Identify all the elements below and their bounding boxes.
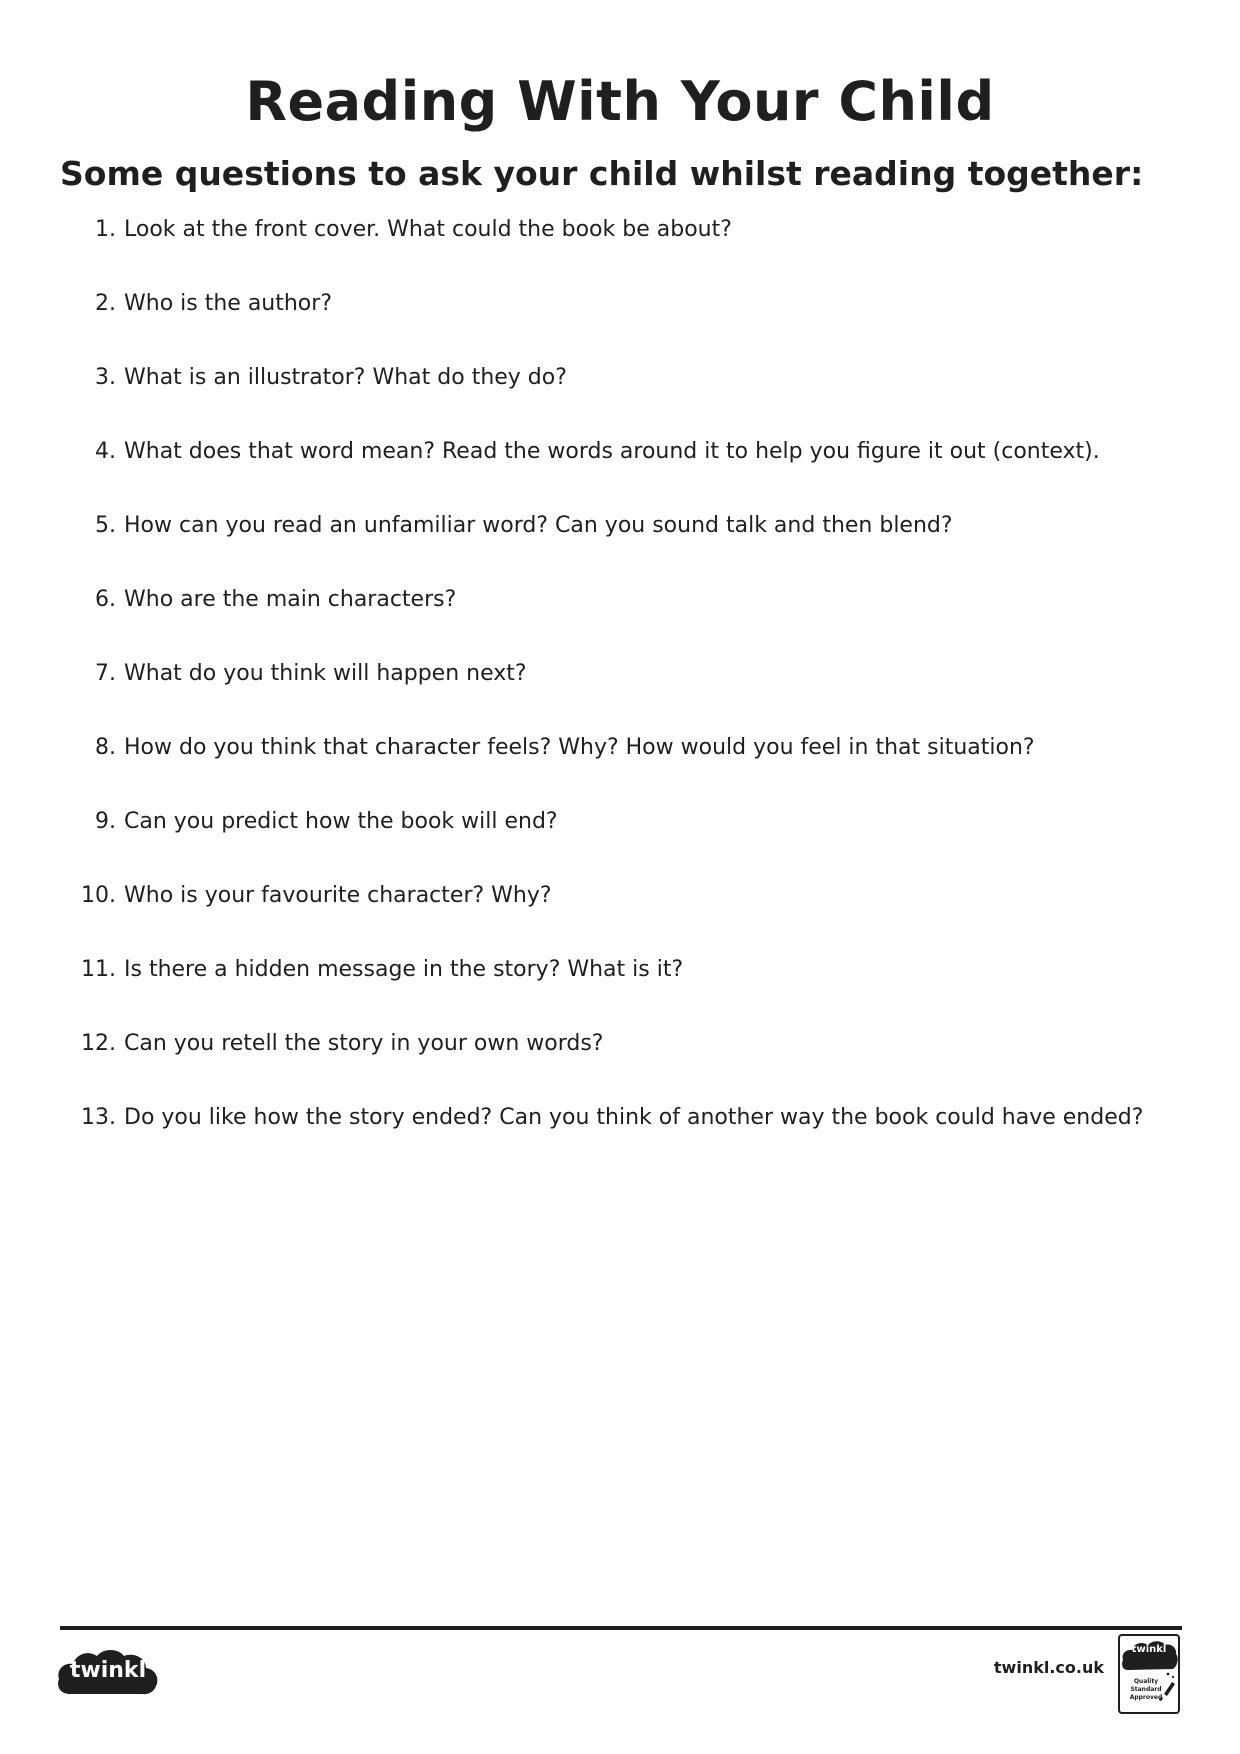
list-item: [0, 432, 1240, 506]
question-number: 4.: [95, 439, 116, 464]
question-text: What is an illustrator? What do they do?: [124, 365, 567, 390]
list-item: [0, 728, 1240, 802]
list-item: [0, 802, 1240, 876]
question-text: Look at the front cover. What could the book be about?: [124, 217, 732, 242]
question-text: How can you read an unfamiliar word? Can you sound talk and then blend?: [124, 513, 953, 538]
question-list: [0, 210, 1240, 1172]
list-item: [0, 1098, 1240, 1172]
quality-standard-badge: [1118, 1634, 1180, 1714]
site-url: twinkl.co.uk: [993, 1658, 1104, 1677]
list-item: [0, 876, 1240, 950]
question-number: 2.: [95, 291, 116, 316]
question-text: Can you predict how the book will end?: [124, 809, 558, 834]
question-text: Can you retell the story in your own words?: [124, 1031, 604, 1056]
question-number: 12.: [81, 1031, 116, 1056]
badge-label-line: Approved: [1129, 1694, 1163, 1701]
question-number: 13.: [81, 1105, 116, 1130]
question-text: What does that word mean? Read the words around it to help you figure it out (context).: [124, 439, 1100, 464]
logo-text: twinkl: [69, 1658, 147, 1683]
badge-label-line: Quality Standard: [1130, 1678, 1162, 1693]
question-text: How do you think that character feels? Why? How would you feel in that situation?: [124, 735, 1035, 760]
page-title: Reading With Your Child: [245, 70, 995, 133]
list-item: [0, 654, 1240, 728]
question-text: Who is your favourite character? Why?: [124, 883, 552, 908]
question-number: 8.: [95, 735, 116, 760]
question-number: 10.: [81, 883, 116, 908]
page-subtitle: Some questions to ask your child whilst reading together:: [60, 154, 1144, 193]
question-number: 7.: [95, 661, 116, 686]
list-item: [0, 358, 1240, 432]
question-number: 6.: [95, 587, 116, 612]
question-number: 3.: [95, 365, 116, 390]
question-number: 1.: [95, 217, 116, 242]
question-text: Do you like how the story ended? Can you think of another way the book could have ended?: [124, 1105, 1144, 1130]
question-text: Who is the author?: [124, 291, 332, 316]
list-item: [0, 1024, 1240, 1098]
list-item: [0, 284, 1240, 358]
badge-label: [1122, 1678, 1170, 1702]
question-text: Who are the main characters?: [124, 587, 457, 612]
list-item: [0, 506, 1240, 580]
twinkl-logo: [56, 1644, 160, 1700]
question-text: Is there a hidden message in the story? What is it?: [124, 957, 684, 982]
question-number: 9.: [95, 809, 116, 834]
list-item: [0, 580, 1240, 654]
question-text: What do you think will happen next?: [124, 661, 527, 686]
list-item: [0, 950, 1240, 1024]
question-number: 11.: [81, 957, 116, 982]
question-number: 5.: [95, 513, 116, 538]
badge-logo-text: twinkl: [1131, 1644, 1167, 1655]
footer-divider: [60, 1626, 1182, 1630]
list-item: [0, 210, 1240, 284]
